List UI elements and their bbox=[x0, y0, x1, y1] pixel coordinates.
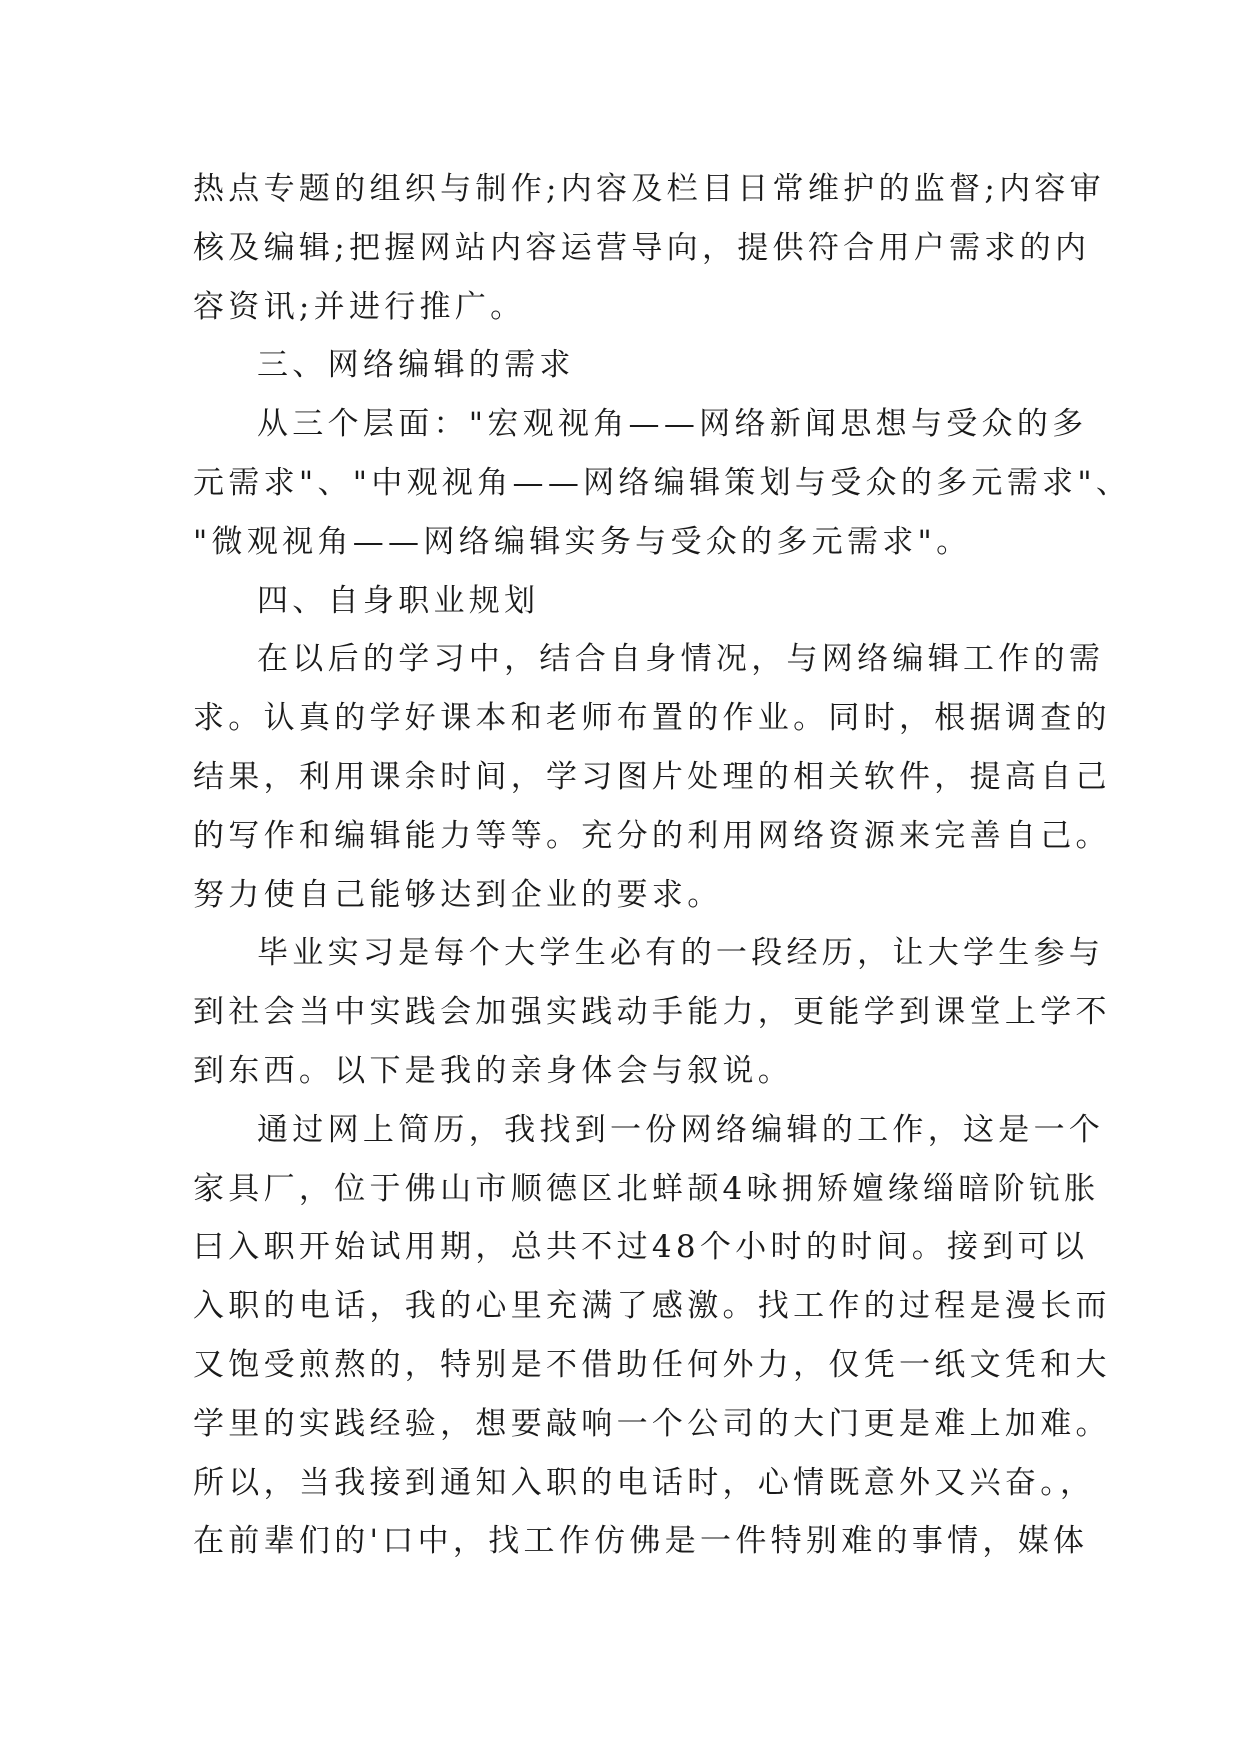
section-heading: 三、网络编辑的需求 bbox=[257, 347, 575, 384]
body-line: 到社会当中实践会加强实践动手能力，更能学到课堂上学不 bbox=[193, 994, 1111, 1031]
section-heading: 四、自身职业规划 bbox=[257, 582, 540, 619]
body-line: 毕业实习是每个大学生必有的一段经历，让大学生参与 bbox=[257, 935, 1105, 972]
body-line: 家具厂，位于佛山市顺德区北蛘颉4咏拥矫嬗缘缁暗阶钪胀 bbox=[193, 1170, 1100, 1207]
body-line: 在以后的学习中，结合自身情况，与网络编辑工作的需 bbox=[257, 641, 1105, 678]
body-line: 又饱受煎熬的，特别是不借助任何外力，仅凭一纸文凭和大 bbox=[193, 1346, 1111, 1383]
document-body bbox=[193, 160, 1132, 1571]
body-line: 到东西。以下是我的亲身体会与叙说。 bbox=[193, 1052, 794, 1089]
body-line: 热点专题的组织与制作;内容及栏目日常维护的监督;内容审 bbox=[193, 171, 1105, 207]
body-line: 曰入职开始试用期，总共不过48个小时的时间。接到可以 bbox=[193, 1229, 1089, 1266]
body-line: 求。认真的学好课本和老师布置的作业。同时，根据调查的 bbox=[193, 700, 1111, 737]
body-line: 所以，当我接到通知入职的电话时，心情既意外又兴奋。， bbox=[193, 1464, 1096, 1501]
body-line: 核及编辑;把握网站内容运营导向，提供符合用户需求的内 bbox=[193, 229, 1091, 266]
body-line: 通过网上简历，我找到一份网络编辑的工作，这是一个 bbox=[257, 1111, 1105, 1148]
body-line: 结果，利用课余时间，学习图片处理的相关软件，提高自己 bbox=[193, 758, 1111, 795]
body-line: 入职的电话，我的心里充满了感激。找工作的过程是漫长而 bbox=[193, 1288, 1111, 1325]
body-line: 从三个层面："宏观视角——网络新闻思想与受众的多 bbox=[257, 406, 1088, 443]
body-line: 努力使自己能够达到企业的要求。 bbox=[193, 876, 723, 913]
body-line: 学里的实践经验，想要敲响一个公司的大门更是难上加难。 bbox=[193, 1405, 1111, 1442]
body-line: "微观视角——网络编辑实务与受众的多元需求"。 bbox=[193, 523, 972, 560]
body-line: 元需求"、"中观视角——网络编辑策划与受众的多元需求"、 bbox=[193, 464, 1132, 501]
body-line: 在前辈们的'口中，找工作仿佛是一件特别难的事情，媒体 bbox=[193, 1523, 1089, 1560]
body-line: 容资讯;并进行推广。 bbox=[193, 288, 526, 325]
body-line: 的写作和编辑能力等等。充分的利用网络资源来完善自己。 bbox=[193, 817, 1111, 854]
